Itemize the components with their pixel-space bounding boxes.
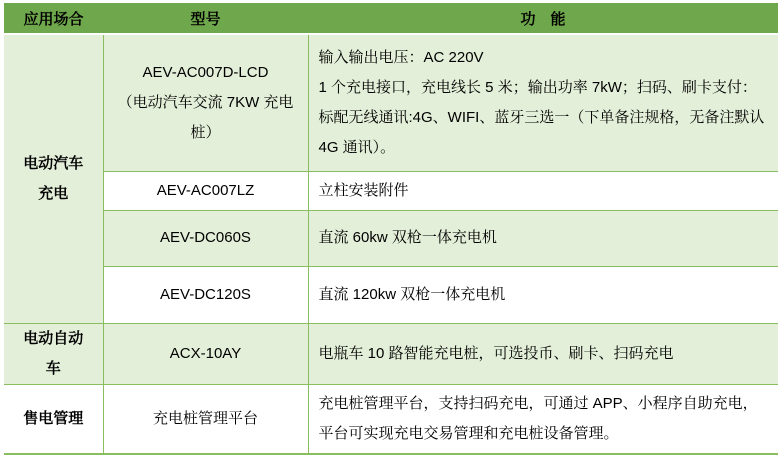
table-row (4, 171, 778, 210)
function-paragraph: 1 个充电接口，充电线长 5 米；输出功率 7kW；扫码、刷卡支付：标配无线通讯:4G、WIFI、蓝牙三选一（下单备注规格，无备注默认 4G 通讯）。 (318, 78, 765, 156)
table-row (4, 34, 778, 171)
product-spec-table-wrapper (4, 3, 778, 455)
table-row (4, 323, 778, 384)
application-cell-ebike: 电动自动车 (4, 323, 103, 384)
function-cell (308, 210, 778, 266)
function-paragraph: 电瓶车 10 路智能充电桩，可选投币、刷卡、扫码充电 (318, 344, 674, 362)
table-row (4, 210, 778, 266)
function-paragraph: 输入输出电压：AC 220V (318, 48, 484, 66)
function-cell (308, 266, 778, 323)
model-cell: AEV-DC060S (103, 210, 308, 266)
function-cell (308, 34, 778, 171)
header-cell-application: 应用场合 (4, 3, 103, 34)
table-row (4, 384, 778, 454)
function-cell (308, 171, 778, 210)
header-cell-function: 功 能 (308, 3, 778, 34)
model-cell: 充电桩管理平台 (103, 384, 308, 454)
model-cell: ACX-10AY (103, 323, 308, 384)
header-cell-model: 型号 (103, 3, 308, 34)
function-paragraph: 充电桩管理平台，支持扫码充电，可通过 APP、小程序自助充电，平台可实现充电交易管理和充电桩设备管理。 (318, 394, 758, 442)
function-paragraph: 直流 120kw 双枪一体充电机 (318, 285, 506, 303)
model-cell: AEV-DC120S (103, 266, 308, 323)
model-name: AEV-AC007D-LCD (142, 63, 269, 81)
product-spec-table (4, 3, 778, 455)
table-row (4, 266, 778, 323)
function-cell (308, 384, 778, 454)
function-cell (308, 323, 778, 384)
model-cell: AEV-AC007LZ (103, 171, 308, 210)
model-note: （电动汽车交流 7KW 充电桩） (117, 93, 294, 141)
model-cell (103, 34, 308, 171)
function-paragraph: 直流 60kw 双枪一体充电机 (318, 229, 497, 246)
function-paragraph: 立柱安装附件 (318, 181, 409, 199)
application-cell-sales-mgmt: 售电管理 (4, 384, 103, 454)
application-cell-ev-charging: 电动汽车充电 (4, 34, 103, 323)
header-row (4, 3, 778, 34)
